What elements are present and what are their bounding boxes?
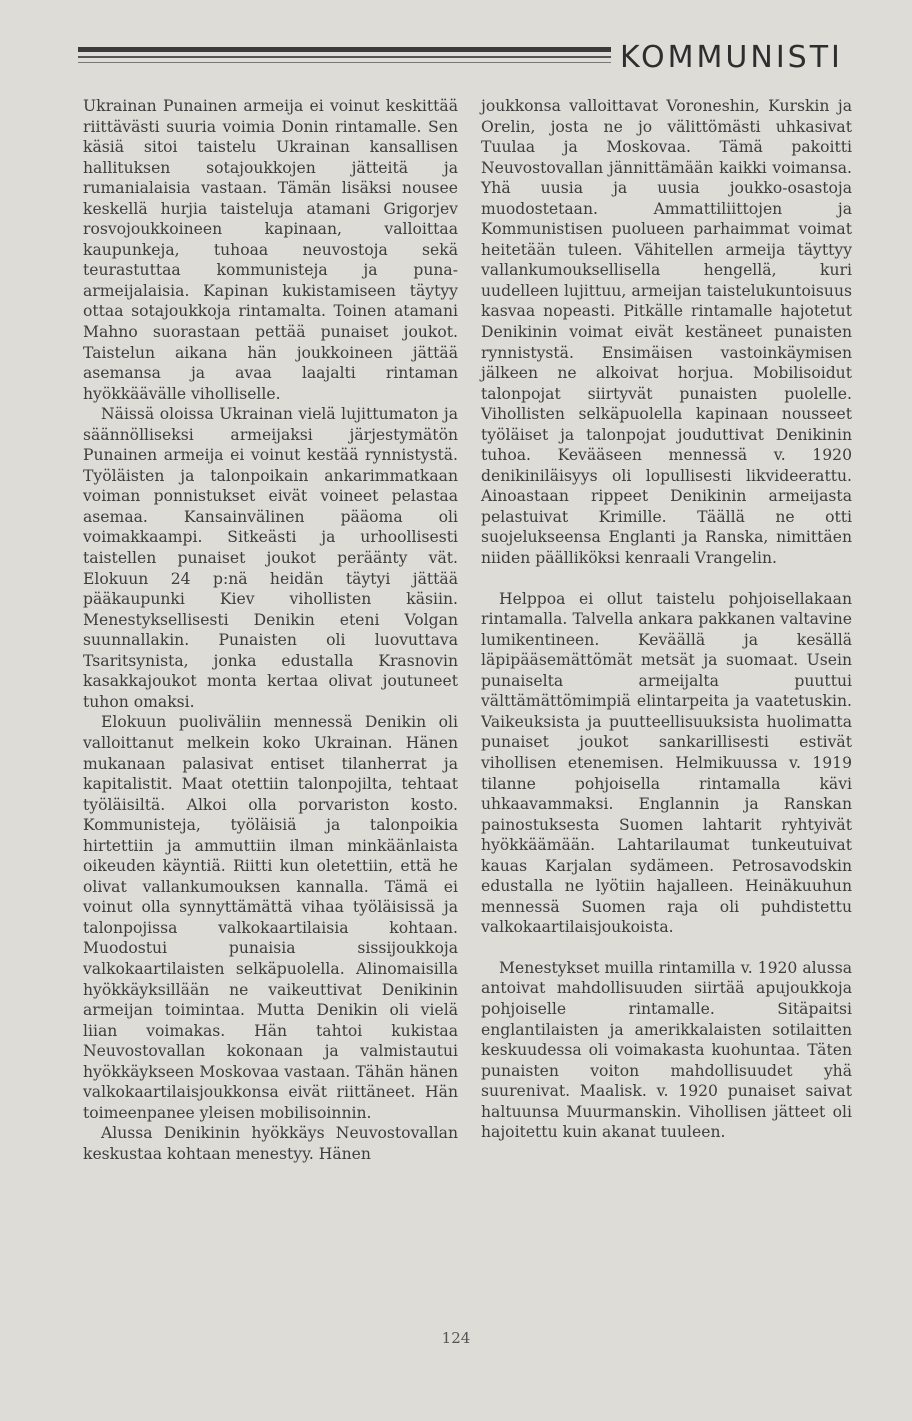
- paragraph: Elokuun puoliväliin mennessä Denikin oli valloittanut melkein koko Ukrainan. Hänen mukanaan palasivat entiset tilanherrat ja kapitalistit. Maat otettiin talonpojilta, tehtaat työläisiltä. Alkoi olla porvariston kosto. Kommunisteja, työläisiä ja talonpoikia hirtettiin ja ammuttiin ilman minkäänlaista oikeuden käyntiä. Riitti kun oletettiin, että he olivat vallankumouksen kannalla. Tämä ei voinut olla synnyttämättä vihaa työläisissä ja talonpojissa valkokaartilaisia kohtaan. Muodostui punaisia sissijoukkoja valkokaartilaisten selkäpuolella. Alinomaisilla hyökkäyksillään ne vaikeuttivat Denikinin armeijan toimintaa. Mutta Denikin oli vielä liian voimakas. Hän tahtoi kukistaa Neuvostovallan kokonaan ja valmistautui hyökkäykseen Moskovaa vastaan. Tähän hänen valkokaartilaisjoukkonsa eivät riittäneet. Hän toimeenpanee yleisen mobilisoinnin.: [83, 713, 458, 1122]
- paragraph: Alussa Denikinin hyökkäys Neuvostovallan keskustaa kohtaan menestyy. Hänen: [83, 1124, 458, 1163]
- right-column: [481, 96, 852, 1143]
- paragraph: joukkonsa valloittavat Voroneshin, Kurskin ja Orelin, josta ne jo välittömästi uhkasivat Tuulaa ja Moskovaa. Tämä pakoitti Neuvostovallan jännittämään kaikki voimansa. Yhä uusia ja uusia joukko-osastoja muodostetaan. Ammattiliittojen ja Kommunistisen puolueen parhaimmat voimat heitetään tuleen. Vähitellen armeija täyttyy vallankumouksellisella hengellä, kuri uudelleen lujittuu, armeijan taistelukuntoisuus kasvaa nopeasti. Pitkälle rintamalle hajotetut Denikinin voimat eivät kestäneet punaisten rynnistystä. Ensimäisen vastoinkäymisen jälkeen ne alkoivat horjua. Mobilisoidut talonpojat siirtyvät punaisten puolelle. Vihollisten selkäpuolella kapinaan nousseet työläiset ja talonpojat jouduttivat Denikinin tuhoa. Kevääseen mennessä v. 1920 denikiniläisyys oli lopullisesti likvideerattu. Ainoastaan rippeet Denikinin armeijasta pelastuivat Krimille. Täällä ne otti suojelukseensa Englanti ja Ranska, nimittäen niiden päälliköksi kenraali Vrangelin.: [481, 97, 852, 568]
- running-header-title: KOMMUNISTI: [620, 40, 843, 75]
- paragraph: Helppoa ei ollut taistelu pohjoisellakaan rintamalla. Talvella ankara pakkanen valtavine lumikentineen. Keväällä ja kesällä läpipääsemättömät metsät ja suomaat. Usein punaiselta armeijalta puuttui välttämättömimpiä elintarpeita ja vaatetuskin. Vaikeuksista ja puutteellisuuksista huolimatta punaiset joukot sankarillisesti estivät vihollisen etenemisen. Helmikuussa v. 1919 tilanne pohjoisella rintamalla kävi uhkaavammaksi. Englannin ja Ranskan painostuksesta Suomen lahtarit ryhtyivät hyökkäämään. Lahtarilaumat tunkeutuivat kauas Karjalan sydämeen. Petrosavodskin edustalla ne lyötiin hajalleen. Heinäkuuhun mennessä Suomen raja oli puhdistettu valkokaartilaisjoukoista.: [481, 589, 852, 937]
- page-number: 124: [441, 1329, 471, 1347]
- header-rule: [78, 47, 611, 66]
- paragraph: Ukrainan Punainen armeija ei voinut keskittää riittävästi suuria voimia Donin rintamalle. Sen käsiä sitoi taistelu Ukrainan kansallisen hallituksen sotajoukkojen jätteitä ja rumanialaisia vastaan. Tämän lisäksi nousee keskellä hurjia taisteluja atamani Grigorjev rosvojoukkoineen kapinaan, valloittaa kaupunkeja, tuhoaa neuvostoja sekä teurastuttaa kommunisteja ja puna-armeijalaisia. Kapinan kukistamiseen täytyy ottaa sotajoukkoja rintamalta. Toinen atamani Mahno suorastaan pettää punaiset joukot. Taistelun aikana hän joukkoineen jättää asemansa ja avaa laajalti rintaman hyökkäävälle viholliselle.: [83, 97, 458, 403]
- paragraph: Näissä oloissa Ukrainan vielä lujittumaton ja säännölliseksi armeijaksi järjestymätön Punainen armeija ei voinut kestää rynnistystä. Työläisten ja talonpoikain ankarimmatkaan voiman ponnistukset eivät voineet pelastaa asemaa. Kansainvälinen pääoma oli voimakkaampi. Sitkeästi ja urhoollisesti taistellen punaiset joukot peräänty vät. Elokuun 24 p:nä heidän täytyi jättää pääkaupunki Kiev vihollisten käsiin. Menestyksellisesti Denikin eteni Volgan suunnallakin. Punaisten oli luovuttava Tsaritsynista, jonka edustalla Krasnovin kasakkajoukot monta kertaa olivat joutuneet tuhon omaksi.: [83, 405, 458, 711]
- left-column: [83, 96, 458, 1164]
- paragraph: Menestykset muilla rintamilla v. 1920 alussa antoivat mahdollisuuden siirtää apujoukkoja pohjoiselle rintamalle. Sitäpaitsi englantilaisten ja amerikkalaisten sotilaitten keskuudessa oli voimakasta kuohuntaa. Täten punaisten voiton mahdollisuudet yhä suurenivat. Maalisk. v. 1920 punaiset saivat haltuunsa Muurmanskin. Vihollisen jätteet oli hajoitettu kuin akanat tuuleen.: [481, 958, 852, 1142]
